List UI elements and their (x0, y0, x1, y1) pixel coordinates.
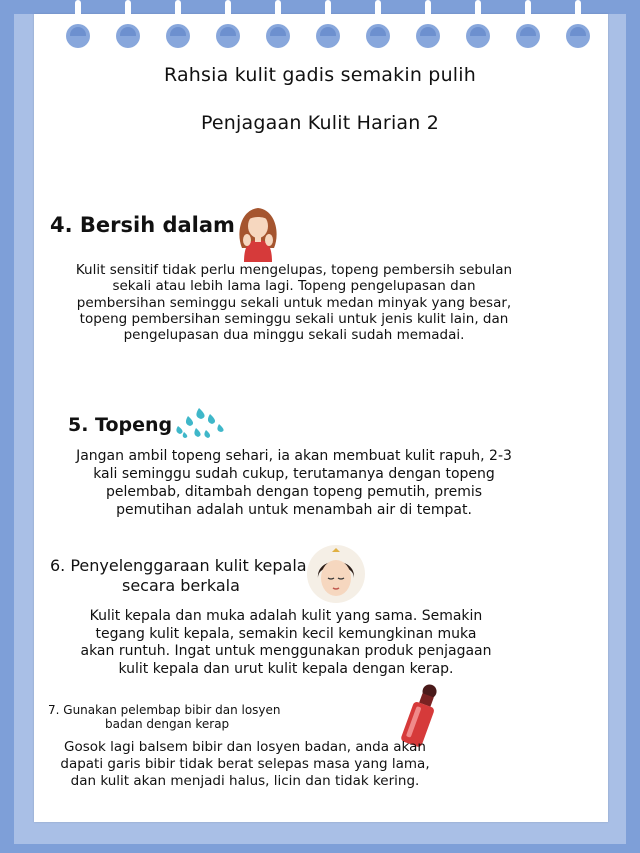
binding-ring (266, 0, 290, 50)
text-line: sekali atau lebih lama lagi. Topeng pengelupasan dan (112, 278, 476, 295)
text-line: dapati garis bibir tidak berat selepas masa yang lama, (60, 756, 430, 772)
text-line: Gosok lagi balsem bibir dan losyen badan, anda akan (64, 739, 426, 755)
binding-ring (216, 0, 240, 50)
section-heading-bersih-dalam: 4. Bersih dalam (50, 213, 235, 237)
section-text-bersih-dalam (44, 262, 544, 343)
section-text-pelembap (40, 739, 450, 790)
section-heading-kulit-kepala-line2: secara berkala (122, 576, 240, 595)
section-heading-topeng: 5. Topeng (68, 414, 173, 436)
water-splash-icon (172, 402, 228, 442)
binding-ring (366, 0, 390, 50)
text-line: dan kulit akan menjadi halus, licin dan tidak kering. (70, 773, 420, 789)
binding-ring (66, 0, 90, 50)
section-text-kulit-kepala (46, 608, 526, 678)
woman-face-icon (306, 544, 366, 604)
section-heading-pelembap: 7. Gunakan pelembap bibir dan losyen (48, 703, 281, 717)
text-line: pengelupasan dua minggu sekali sudah memadai. (123, 327, 465, 344)
text-line: tegang kulit kepala, semakin kecil kemungkinan muka (95, 625, 477, 642)
text-line: pembersihan seminggu sekali untuk medan minyak yang besar, (76, 294, 512, 311)
text-line: pemutihan adalah untuk menambah air di tempat. (116, 502, 472, 518)
page-subtitle: Penjagaan Kulit Harian 2 (200, 112, 440, 134)
text-line: pelembab, ditambah dengan topeng pemutih, premis (105, 484, 483, 500)
section-heading-pelembap-line2: badan dengan kerap (105, 717, 230, 731)
woman-red-dress-icon (234, 204, 282, 262)
section-heading-kulit-kepala: 6. Penyelenggaraan kulit kepala (50, 556, 307, 575)
binding-ring (566, 0, 590, 50)
text-line: Kulit sensitif tidak perlu mengelupas, topeng pembersih sebulan (75, 262, 513, 278)
text-line: topeng pembersihan seminggu sekali untuk jenis kulit lain, dan (79, 310, 509, 327)
binding-ring (166, 0, 190, 50)
text-line: Kulit kepala dan muka adalah kulit yang sama. Semakin (89, 608, 483, 624)
binding-ring (416, 0, 440, 50)
page-title: Rahsia kulit gadis semakin pulih (163, 64, 477, 86)
text-line: akan runtuh. Ingat untuk menggunakan produk penjagaan (80, 643, 492, 659)
text-line: kulit kepala dan urut kulit kepala dengan kerap. (118, 660, 454, 677)
binding-ring (516, 0, 540, 50)
binding-ring (116, 0, 140, 50)
section-text-topeng (44, 447, 544, 519)
spiral-binding (0, 0, 640, 60)
binding-ring (316, 0, 340, 50)
text-line: Jangan ambil topeng sehari, ia akan membuat kulit rapuh, 2-3 (76, 448, 512, 464)
text-line: kali seminggu sudah cukup, terutamanya dengan topeng (93, 466, 495, 482)
binding-ring (466, 0, 490, 50)
